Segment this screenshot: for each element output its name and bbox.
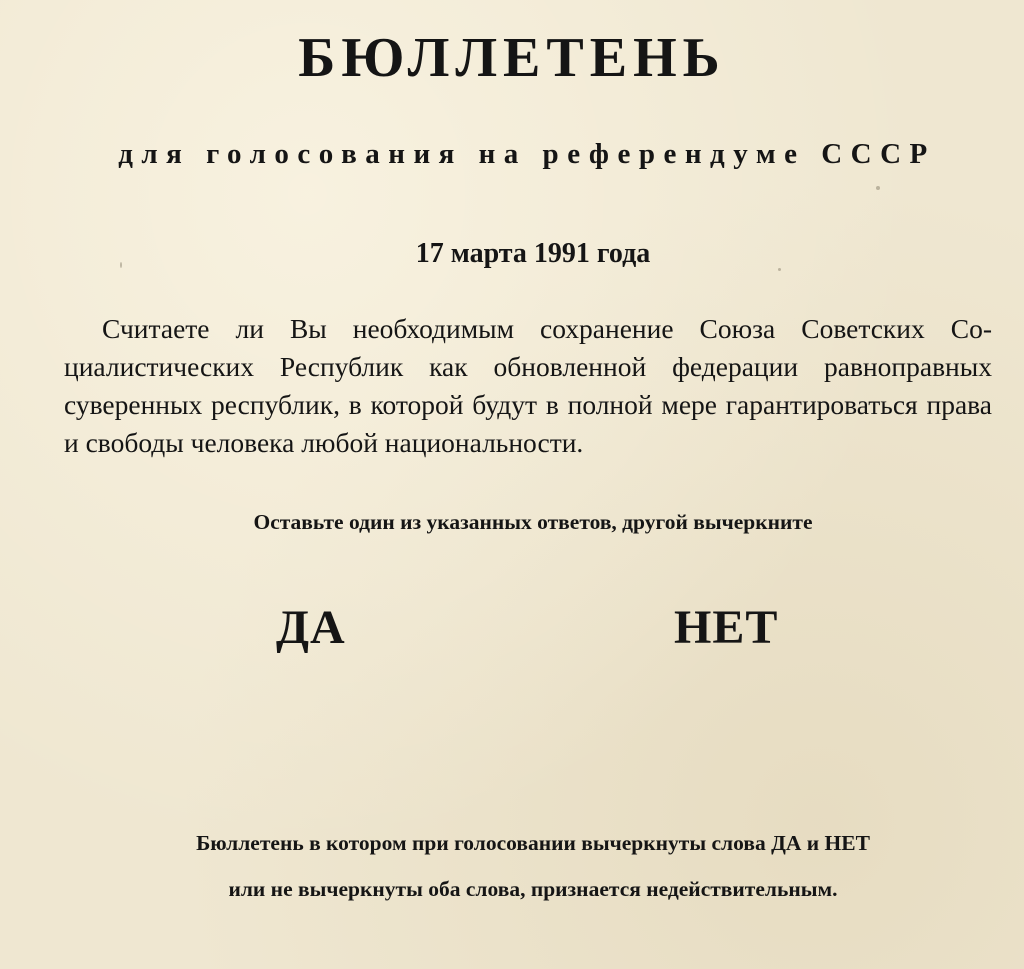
answer-yes[interactable]: ДА [276,601,346,654]
validity-note-line-2: или не вычеркнуты оба слова, признается недействительным. [228,877,838,901]
voting-instruction: Оставьте один из указанных ответов, другой вычеркните [253,510,813,534]
ballot-subtitle: для голосования на референдуме СССР [118,138,936,170]
referendum-date: 17 марта 1991 года [415,238,651,269]
referendum-question: Считаете ли Вы необходимым сохранение Союза Советских Социалистических Республик как обновленной федерации равноправных суверенных республик, в которой будут в полной мере гарантироваться права и свободы человека любой национальности. [64,313,992,458]
paper-speck [778,268,781,271]
validity-note-line-1: Бюллетень в котором при голосовании вычеркнуты слова ДА и НЕТ [196,831,870,855]
ballot-title: БЮЛЛЕТЕНЬ [298,27,726,89]
validity-note [0,820,1024,912]
paper-speck [876,186,880,190]
answer-no[interactable]: НЕТ [674,601,779,654]
